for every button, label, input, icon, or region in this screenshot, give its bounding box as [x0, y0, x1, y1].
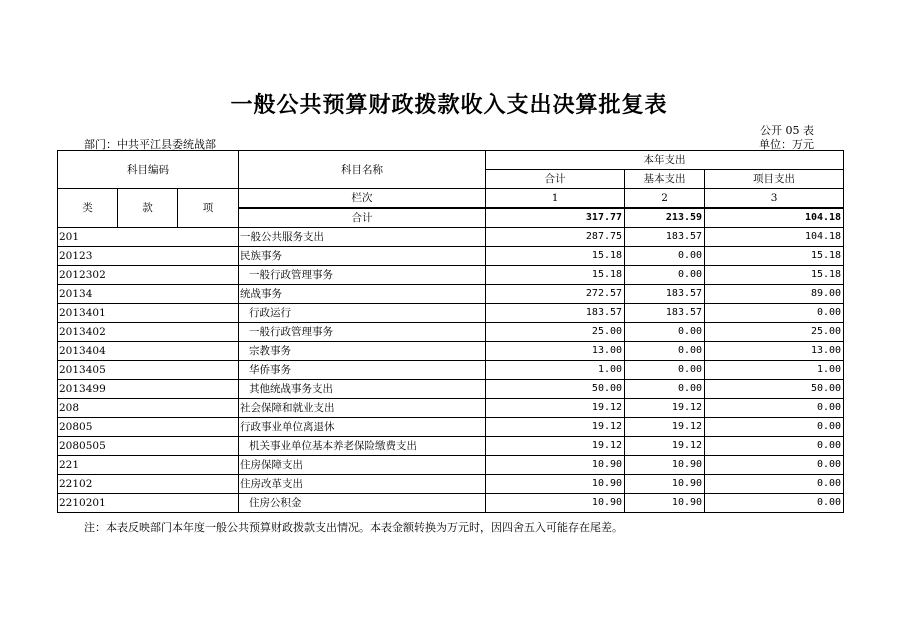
row-project: 0.00 — [705, 304, 844, 323]
row-basic: 10.90 — [625, 494, 705, 513]
total-row-project: 104.18 — [705, 208, 844, 228]
row-name: 机关事业单位基本养老保险缴费支出 — [239, 437, 486, 456]
row-total: 19.12 — [486, 399, 625, 418]
row-total: 15.18 — [486, 266, 625, 285]
row-total: 13.00 — [486, 342, 625, 361]
row-name: 住房公积金 — [239, 494, 486, 513]
row-project: 1.00 — [705, 361, 844, 380]
header-lei: 类 — [58, 189, 118, 228]
table-row — [58, 418, 844, 437]
row-basic: 183.57 — [625, 304, 705, 323]
row-project: 89.00 — [705, 285, 844, 304]
row-project: 0.00 — [705, 494, 844, 513]
row-code: 2013401 — [58, 304, 239, 323]
row-basic: 183.57 — [625, 228, 705, 247]
table-row — [58, 456, 844, 475]
row-name: 社会保障和就业支出 — [239, 399, 486, 418]
header-project: 项目支出 — [705, 170, 844, 189]
header-row-1 — [58, 151, 844, 170]
table-row — [58, 399, 844, 418]
row-basic: 0.00 — [625, 380, 705, 399]
row-basic: 0.00 — [625, 342, 705, 361]
row-total: 19.12 — [486, 437, 625, 456]
row-total: 19.12 — [486, 418, 625, 437]
row-basic: 0.00 — [625, 323, 705, 342]
table-row — [58, 285, 844, 304]
table-row — [58, 361, 844, 380]
row-project: 25.00 — [705, 323, 844, 342]
row-basic: 10.90 — [625, 475, 705, 494]
total-row-basic: 213.59 — [625, 208, 705, 228]
header-col2: 2 — [625, 189, 705, 209]
row-project: 0.00 — [705, 475, 844, 494]
row-name: 华侨事务 — [239, 361, 486, 380]
form-number: 公开 05 表 — [760, 124, 814, 137]
table-row — [58, 437, 844, 456]
row-code: 2013402 — [58, 323, 239, 342]
table-row — [58, 342, 844, 361]
row-code: 2013405 — [58, 361, 239, 380]
row-project: 0.00 — [705, 399, 844, 418]
header-column-label: 栏次 — [239, 189, 486, 209]
row-name: 宗教事务 — [239, 342, 486, 361]
row-basic: 0.00 — [625, 361, 705, 380]
row-code: 2080505 — [58, 437, 239, 456]
header-name: 科目名称 — [239, 151, 486, 189]
header-total: 合计 — [486, 170, 625, 189]
row-name: 一般行政管理事务 — [239, 266, 486, 285]
row-code: 2012302 — [58, 266, 239, 285]
row-basic: 19.12 — [625, 418, 705, 437]
row-code: 2013404 — [58, 342, 239, 361]
row-basic: 19.12 — [625, 437, 705, 456]
row-code: 201 — [58, 228, 239, 247]
row-project: 0.00 — [705, 418, 844, 437]
header-kuan: 款 — [118, 189, 178, 228]
row-basic: 0.00 — [625, 266, 705, 285]
row-total: 10.90 — [486, 475, 625, 494]
row-code: 2210201 — [58, 494, 239, 513]
row-code: 221 — [58, 456, 239, 475]
page-title: 一般公共预算财政拨款收入支出决算批复表 — [230, 92, 668, 118]
row-basic: 0.00 — [625, 247, 705, 266]
row-project: 13.00 — [705, 342, 844, 361]
table-row — [58, 323, 844, 342]
row-project: 50.00 — [705, 380, 844, 399]
department-label: 部门：中共平江县委统战部 — [84, 138, 216, 151]
row-basic: 10.90 — [625, 456, 705, 475]
row-code: 208 — [58, 399, 239, 418]
row-total: 10.90 — [486, 456, 625, 475]
row-code: 22102 — [58, 475, 239, 494]
row-name: 民族事务 — [239, 247, 486, 266]
unit-label: 单位：万元 — [759, 138, 814, 151]
row-basic: 19.12 — [625, 399, 705, 418]
row-name: 行政事业单位离退休 — [239, 418, 486, 437]
row-name: 统战事务 — [239, 285, 486, 304]
table-row — [58, 228, 844, 247]
header-basic: 基本支出 — [625, 170, 705, 189]
row-total: 10.90 — [486, 494, 625, 513]
row-code: 20805 — [58, 418, 239, 437]
footnote: 注：本表反映部门本年度一般公共预算财政拨款支出情况。本表金额转换为万元时，因四舍五入可能存在尾差。 — [84, 521, 623, 534]
row-total: 1.00 — [486, 361, 625, 380]
header-xiang: 项 — [178, 189, 239, 228]
header-code-group: 科目编码 — [58, 151, 239, 189]
table-row — [58, 494, 844, 513]
row-name: 住房改革支出 — [239, 475, 486, 494]
table-row — [58, 475, 844, 494]
header-row-3 — [58, 189, 844, 209]
row-project: 104.18 — [705, 228, 844, 247]
row-total: 50.00 — [486, 380, 625, 399]
row-code: 2013499 — [58, 380, 239, 399]
row-name: 住房保障支出 — [239, 456, 486, 475]
table-row — [58, 380, 844, 399]
row-name: 一般公共服务支出 — [239, 228, 486, 247]
table-row — [58, 266, 844, 285]
budget-table — [57, 150, 844, 513]
table-row — [58, 247, 844, 266]
row-project: 15.18 — [705, 247, 844, 266]
row-code: 20134 — [58, 285, 239, 304]
header-col1: 1 — [486, 189, 625, 209]
row-total: 272.57 — [486, 285, 625, 304]
row-name: 行政运行 — [239, 304, 486, 323]
row-total: 183.57 — [486, 304, 625, 323]
header-expense-group: 本年支出 — [486, 151, 844, 170]
row-code: 20123 — [58, 247, 239, 266]
row-project: 0.00 — [705, 456, 844, 475]
row-name: 一般行政管理事务 — [239, 323, 486, 342]
total-row-label: 合计 — [239, 208, 486, 228]
header-col3: 3 — [705, 189, 844, 209]
row-name: 其他统战事务支出 — [239, 380, 486, 399]
row-total: 287.75 — [486, 228, 625, 247]
row-project: 15.18 — [705, 266, 844, 285]
row-total: 25.00 — [486, 323, 625, 342]
row-project: 0.00 — [705, 437, 844, 456]
total-row-total: 317.77 — [486, 208, 625, 228]
row-basic: 183.57 — [625, 285, 705, 304]
table-row — [58, 304, 844, 323]
row-total: 15.18 — [486, 247, 625, 266]
